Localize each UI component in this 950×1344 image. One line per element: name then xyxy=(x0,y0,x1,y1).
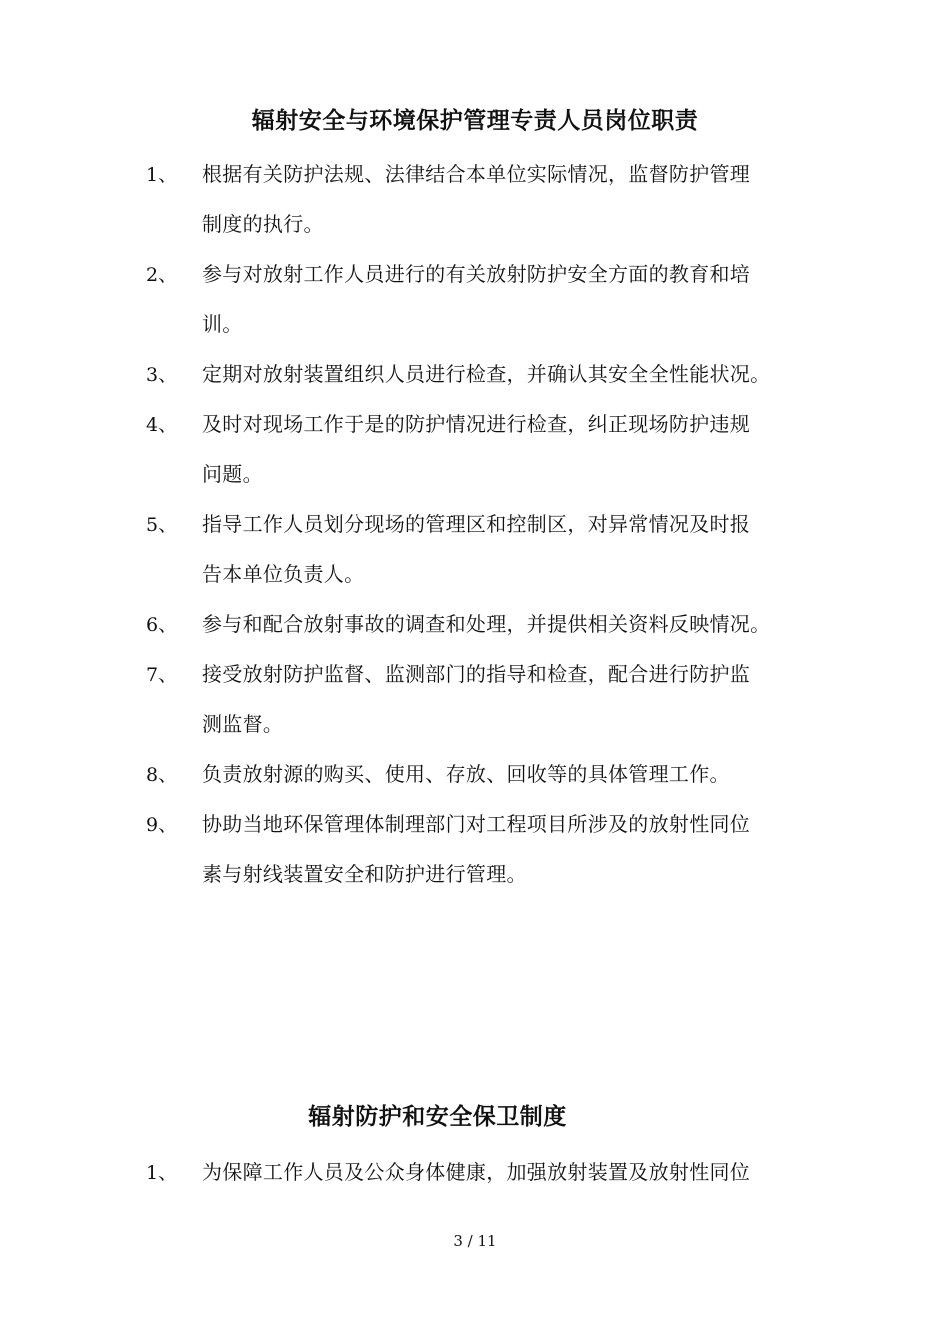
item-text-line: 指导工作人员划分现场的管理区和控制区，对异常情况及时报 xyxy=(202,512,751,536)
item-number: 9、 xyxy=(146,814,178,836)
section1-title: 辐射安全与环境保护管理专责人员岗位职责 xyxy=(251,107,699,134)
item-text-line: 定期对放射装置组织人员进行检查，并确认其安全全性能状况。 xyxy=(202,362,771,386)
item-number: 7、 xyxy=(146,664,178,686)
item-number: 4、 xyxy=(146,414,178,436)
item-number: 5、 xyxy=(146,514,178,536)
item-text-line: 参与和配合放射事故的调查和处理，并提供相关资料反映情况。 xyxy=(202,612,771,636)
item-text-line: 训。 xyxy=(202,312,243,336)
section2-title: 辐射防护和安全保卫制度 xyxy=(308,1103,567,1130)
item-text-line: 负责放射源的购买、使用、存放、回收等的具体管理工作。 xyxy=(202,762,730,786)
item-text-line: 根据有关防护法规、法律结合本单位实际情况，监督防护管理 xyxy=(202,162,751,186)
item-number: 1、 xyxy=(146,1162,178,1184)
item-text-line: 协助当地环保管理体制理部门对工程项目所涉及的放射性同位 xyxy=(202,812,751,836)
item-text-line: 制度的执行。 xyxy=(202,212,324,236)
item-number: 6、 xyxy=(146,614,178,636)
page-number: 3 / 11 xyxy=(453,1232,497,1250)
item-text-line: 告本单位负责人。 xyxy=(202,562,365,586)
item-text-line: 及时对现场工作于是的防护情况进行检查，纠正现场防护违规 xyxy=(202,412,751,436)
item-number: 2、 xyxy=(146,264,178,286)
item-number: 8、 xyxy=(146,764,178,786)
item-text-line: 接受放射防护监督、监测部门的指导和检查，配合进行防护监 xyxy=(202,662,751,686)
item-number: 1、 xyxy=(146,164,178,186)
item-text-line: 为保障工作人员及公众身体健康，加强放射装置及放射性同位 xyxy=(202,1160,751,1184)
item-text-line: 参与对放射工作人员进行的有关放射防护安全方面的教育和培 xyxy=(202,262,751,286)
item-number: 3、 xyxy=(146,364,178,386)
item-text-line: 问题。 xyxy=(202,462,263,486)
item-text-line: 测监督。 xyxy=(202,712,284,736)
item-text-line: 素与射线装置安全和防护进行管理。 xyxy=(202,862,527,886)
